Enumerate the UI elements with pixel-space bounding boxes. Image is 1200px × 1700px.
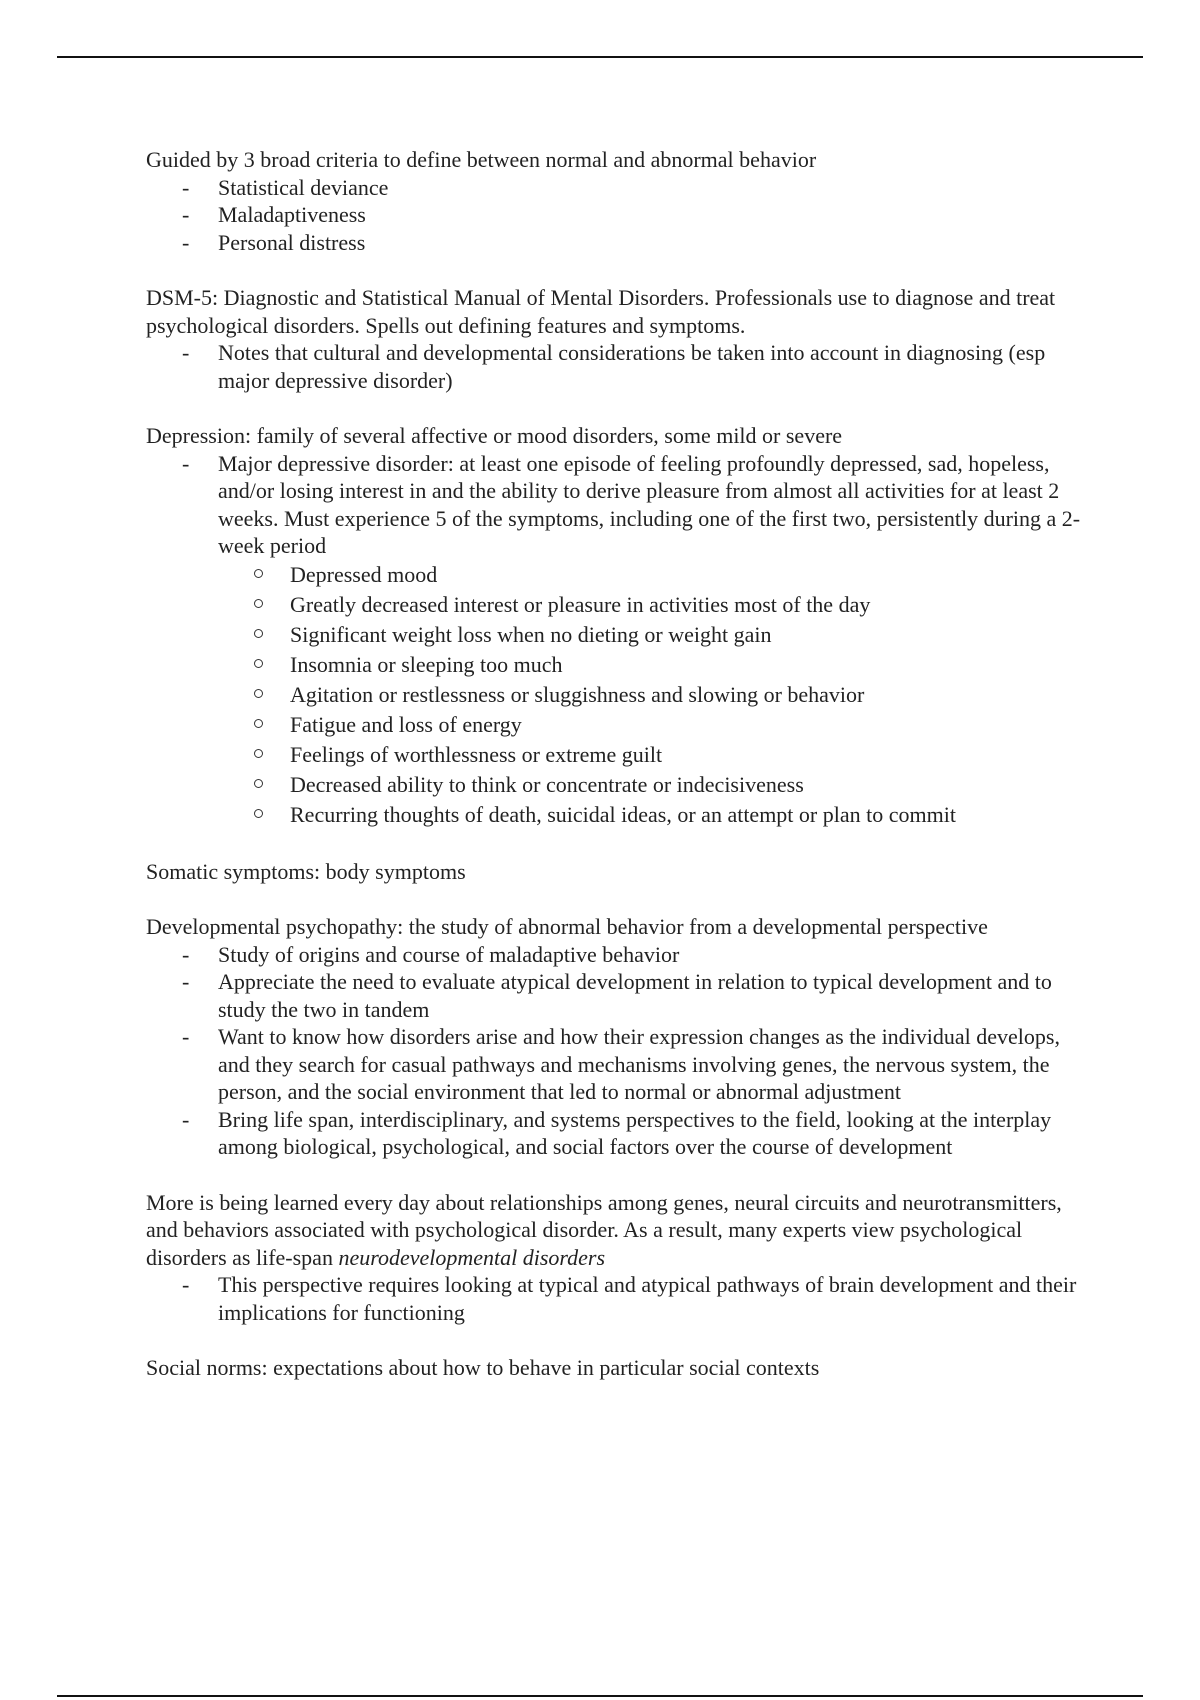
list-item: - Statistical deviance: [182, 174, 389, 200]
list-item: [146, 450, 1086, 560]
list-item: - Want to know how disorders arise and how their expression changes as the individual develops, and they search for casual pathways and mechanisms involving genes, the nervous system, the person, and the social environment that led to normal or abnormal adjustment: [182, 1024, 1060, 1104]
list-item: - Study of origins and course of maladaptive behavior: [182, 941, 680, 967]
circle-bullet-icon: [254, 629, 263, 638]
symptom-item: Recurring thoughts of death, suicidal ideas, or an attempt or plan to commit: [218, 800, 1086, 830]
circle-bullet-icon: [254, 689, 263, 698]
dash-marker: -: [182, 1024, 190, 1049]
somatic-text: Somatic symptoms: body symptoms: [146, 858, 466, 884]
dash-marker: -: [182, 174, 190, 200]
top-rule: [57, 56, 1143, 58]
symptom-item: Significant weight loss when no dieting or weight gain: [218, 620, 1086, 650]
list-item: - This perspective requires looking at typical and atypical pathways of brain development and their implications for functioning: [182, 1272, 1077, 1325]
section-neurodevelopmental: [146, 1189, 1086, 1327]
dash-marker: -: [182, 1272, 190, 1297]
circle-bullet-icon: [254, 779, 263, 788]
circle-bullet-icon: [254, 599, 263, 608]
list-item: - Personal distress: [182, 229, 366, 255]
criteria-heading: Guided by 3 broad criteria to define between normal and abnormal behavior: [146, 147, 817, 172]
circle-bullet-icon: [254, 809, 263, 818]
symptom-item: Feelings of worthlessness or extreme guilt: [218, 740, 1086, 770]
neuro-emphasis: neurodevelopmental disorders: [338, 1244, 606, 1270]
symptom-item: Agitation or restlessness or sluggishness and slowing or behavior: [218, 680, 1086, 710]
dash-marker: -: [182, 1106, 190, 1132]
section-depression: [146, 422, 1086, 830]
list-item: - Appreciate the need to evaluate atypical development in relation to typical development and to study the two in tandem: [182, 969, 1052, 1022]
depression-heading: Depression: family of several affective or mood disorders, some mild or severe: [146, 423, 843, 448]
bottom-rule: [57, 1695, 1143, 1697]
developmental-list: [146, 941, 1086, 1161]
dash-marker: -: [182, 941, 190, 967]
dash-marker: -: [182, 340, 190, 365]
dsm-text: DSM-5: Diagnostic and Statistical Manual of Mental Disorders. Professionals use to diagnose and treat psychological disorders. Spells out defining features and symptoms.: [146, 285, 1056, 338]
dash-marker: -: [182, 202, 190, 227]
neuro-text: More is being learned every day about relationships among genes, neural circuits and neurotransmitters, and behaviors associated with psychological disorder. As a result, many experts view psychological disorders as life-span neurodevelopmental disorders: [146, 1189, 1062, 1270]
dash-marker: -: [182, 450, 190, 476]
criteria-list: [146, 174, 1086, 257]
section-somatic: [146, 858, 1086, 886]
list-item: - Notes that cultural and developmental considerations be taken into account in diagnosing (esp major depressive disorder): [182, 340, 1046, 393]
section-criteria: [146, 146, 1086, 256]
list-item: - Bring life span, interdisciplinary, and systems perspectives to the field, looking at the interplay among biological, psychological, and social factors over the course of development: [182, 1106, 1052, 1159]
symptom-list: [218, 560, 1086, 830]
circle-bullet-icon: [254, 659, 263, 668]
symptom-item: Greatly decreased interest or pleasure in activities most of the day: [218, 590, 1086, 620]
circle-bullet-icon: [254, 569, 263, 578]
norms-text: Social norms: expectations about how to behave in particular social contexts: [146, 1355, 820, 1380]
major-depressive-text: Major depressive disorder: at least one episode of feeling profoundly depressed, sad, hopeless, and/or losing interest in and the ability to derive pleasure from almost all activities for at least 2 weeks. Must experience 5 of the symptoms, including one of the first two, persistently during a 2-week period: [218, 450, 1081, 558]
section-dsm: [146, 284, 1086, 394]
symptom-item: Fatigue and loss of energy: [218, 710, 1086, 740]
list-item: - Maladaptiveness: [182, 202, 366, 227]
symptom-item: Insomnia or sleeping too much: [218, 650, 1086, 680]
dash-marker: -: [182, 229, 190, 255]
document-body: [146, 146, 1086, 1410]
symptom-item: Depressed mood: [218, 560, 1086, 590]
circle-bullet-icon: [254, 749, 263, 758]
symptom-item: Decreased ability to think or concentrate or indecisiveness: [218, 770, 1086, 800]
dsm-list: [146, 339, 1086, 394]
depression-list: [146, 450, 1086, 560]
dash-marker: -: [182, 969, 190, 994]
developmental-heading: Developmental psychopathy: the study of abnormal behavior from a developmental perspective: [146, 914, 988, 939]
section-social-norms: [146, 1354, 1086, 1382]
circle-bullet-icon: [254, 719, 263, 728]
neuro-list: [146, 1271, 1086, 1326]
section-developmental: [146, 913, 1086, 1161]
